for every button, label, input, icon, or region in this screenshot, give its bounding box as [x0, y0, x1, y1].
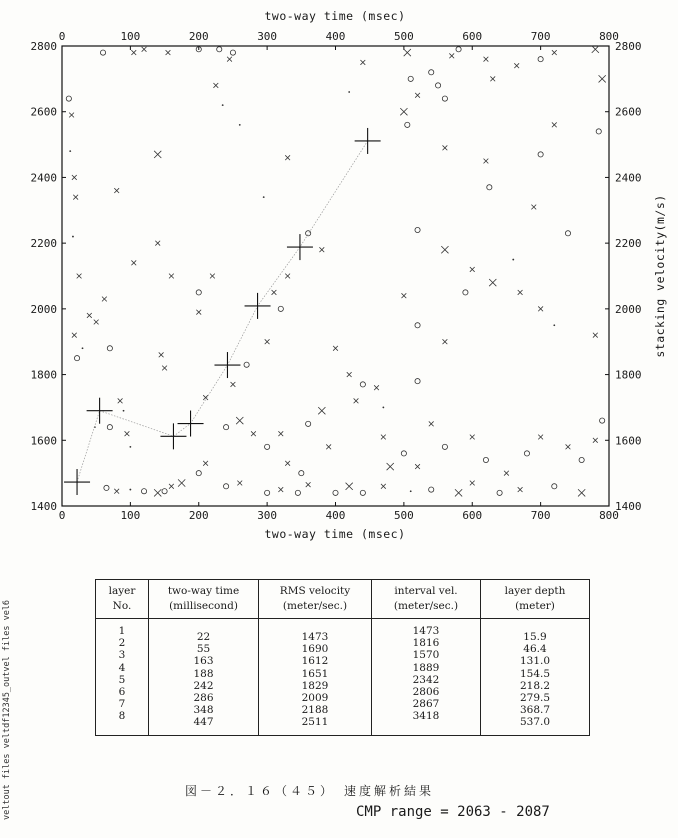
- header-interval-vel: interval vel. (meter/sec.): [372, 580, 481, 619]
- y-tick-label-left: 2000: [30, 302, 57, 316]
- semblance-cross-point: [490, 76, 495, 81]
- semblance-dot-point: [382, 407, 384, 409]
- layer-depth-value: 279.5: [519, 692, 551, 705]
- y-tick-label-right: 2800: [615, 40, 642, 53]
- semblance-circle-point: [360, 490, 365, 495]
- layer-no-value: 3: [118, 649, 126, 662]
- semblance-cross-point: [387, 463, 394, 470]
- layer-depth-value: 46.4: [523, 643, 547, 656]
- semblance-cross-point: [484, 159, 489, 164]
- semblance-dot-point: [123, 410, 125, 412]
- x-tick-label-bottom: 700: [530, 509, 551, 522]
- semblance-cross-point: [470, 267, 475, 272]
- rms-velocity-list: [261, 625, 369, 729]
- x-tick-label-top: 400: [325, 30, 346, 43]
- semblance-dot-point: [129, 489, 131, 491]
- header-layer-depth: layer depth (meter): [481, 580, 590, 619]
- semblance-circle-point: [299, 471, 304, 476]
- velocity-pick-cross: [178, 411, 204, 437]
- y-tick-label-left: 1600: [30, 434, 57, 448]
- semblance-cross-point: [178, 479, 185, 486]
- semblance-circle-point: [104, 485, 109, 490]
- x-tick-label-top: 100: [120, 30, 141, 43]
- interval-vel-value: 1473: [412, 625, 440, 637]
- header-layer-no: layer No.: [96, 580, 149, 619]
- semblance-cross-point: [210, 274, 215, 279]
- figure-caption: 図－２．１６（４５） 速度解析結果: [185, 784, 435, 798]
- layer-depth-list: [483, 625, 587, 729]
- two-way-time-value: 348: [193, 704, 214, 717]
- semblance-cross-point: [552, 50, 557, 55]
- x-tick-label-top: 0: [58, 30, 66, 43]
- semblance-circle-point: [265, 444, 270, 449]
- semblance-cross-point: [531, 205, 536, 210]
- layer-no-value: 8: [118, 710, 126, 723]
- layer-no-cell: [96, 619, 149, 736]
- semblance-circle-point: [196, 290, 201, 295]
- two-way-time-value: 447: [193, 716, 214, 729]
- velocity-pick-cross: [160, 423, 186, 449]
- semblance-cross-point: [518, 487, 523, 492]
- semblance-circle-point: [497, 490, 502, 495]
- semblance-cross-point: [449, 53, 454, 58]
- semblance-circle-point: [483, 457, 488, 462]
- layer-depth-value: 368.7: [519, 704, 551, 717]
- semblance-cross-point: [169, 484, 174, 489]
- rms-velocity-value: 2188: [301, 704, 329, 717]
- semblance-cross-point: [381, 435, 386, 440]
- semblance-cross-point: [77, 274, 82, 279]
- y-tick-label-left: 2800: [30, 40, 57, 53]
- y-tick-label-left: 1800: [30, 368, 57, 382]
- semblance-dot-point: [72, 236, 74, 238]
- semblance-cross-point: [306, 482, 311, 487]
- semblance-cross-point: [566, 444, 571, 449]
- semblance-circle-point: [360, 382, 365, 387]
- semblance-cross-point: [125, 431, 130, 436]
- velocity-picks: [64, 128, 381, 495]
- semblance-cross-point: [73, 195, 78, 200]
- layer-no-value: 5: [118, 673, 126, 686]
- two-way-time-value: 55: [196, 643, 211, 656]
- x-tick-label-bottom: 100: [120, 509, 141, 522]
- velocity-pick-cross: [355, 128, 381, 154]
- semblance-dot-point: [553, 324, 555, 326]
- rms-velocity-value: 1612: [301, 655, 329, 668]
- velocity-pick-cross: [87, 398, 113, 424]
- semblance-cross-point: [443, 145, 448, 150]
- layer-depth-value: 218.2: [519, 679, 551, 692]
- semblance-circle-point: [196, 471, 201, 476]
- semblance-cross-point: [326, 444, 331, 449]
- semblance-cross-point: [599, 75, 606, 82]
- semblance-circle-point: [278, 306, 283, 311]
- y-tick-label-left: 1400: [30, 500, 57, 513]
- semblance-cross-point: [155, 241, 160, 246]
- y-tick-label-right: 2200: [615, 237, 642, 251]
- semblance-cross-point: [154, 151, 161, 158]
- layer-no-list: [98, 625, 146, 723]
- semblance-circle-point: [295, 490, 300, 495]
- semblance-circle-point: [524, 451, 529, 456]
- semblance-circle-point: [415, 379, 420, 384]
- semblance-cross-point: [94, 320, 99, 325]
- interval-vel-cell: [372, 619, 481, 736]
- two-way-time-value: 286: [193, 692, 214, 705]
- semblance-cross-point: [131, 50, 136, 55]
- semblance-dot-point: [263, 196, 265, 198]
- layer-no-value: 4: [118, 661, 126, 674]
- interval-vel-value: 2342: [412, 673, 440, 686]
- semblance-circle-point: [162, 489, 167, 494]
- file-path-note: veltout files veltdf12345_outvel files vel6: [2, 599, 12, 820]
- semblance-circle-point: [306, 231, 311, 236]
- x-tick-label-bottom: 400: [325, 509, 346, 522]
- semblance-cross-point: [203, 461, 208, 466]
- semblance-cross-point: [360, 60, 365, 65]
- semblance-circle-point: [224, 425, 229, 430]
- semblance-circle-point: [415, 323, 420, 328]
- semblance-circle-point: [306, 421, 311, 426]
- semblance-circle-point: [107, 346, 112, 351]
- semblance-cross-point: [213, 83, 218, 88]
- semblance-cross-point: [514, 63, 519, 68]
- velocity-pick-cross: [287, 234, 313, 260]
- semblance-cross-point: [518, 290, 523, 295]
- cmp-range: CMP range = 2063 - 2087: [356, 804, 550, 820]
- rms-velocity-value: 1690: [301, 643, 329, 656]
- semblance-cross-point: [114, 489, 119, 494]
- x-tick-label-top: 300: [257, 30, 278, 43]
- interval-vel-list: [374, 625, 478, 723]
- y-tick-label-right: 1600: [615, 434, 642, 448]
- two-way-time-value: 22: [196, 631, 211, 643]
- layer-depth-value: 15.9: [523, 631, 547, 643]
- y-tick-label-right: 1400: [615, 500, 642, 513]
- velocity-pick-cross: [245, 293, 271, 319]
- two-way-time-value: 188: [193, 667, 214, 680]
- results-table-container: [95, 579, 589, 736]
- semblance-cross-point: [470, 481, 475, 486]
- semblance-cross-point: [400, 108, 407, 115]
- rms-velocity-value: 1829: [301, 679, 329, 692]
- velocity-results-table: [95, 579, 590, 736]
- semblance-circle-point: [429, 487, 434, 492]
- semblance-cross-point: [278, 431, 283, 436]
- interval-vel-value: 1816: [412, 637, 440, 650]
- semblance-circle-point: [244, 362, 249, 367]
- table-row: [96, 619, 590, 736]
- semblance-circle-point: [265, 490, 270, 495]
- semblance-dot-point: [69, 150, 71, 152]
- semblance-cross-point: [118, 398, 123, 403]
- x-tick-label-bottom: 500: [393, 509, 414, 522]
- semblance-cross-point: [265, 339, 270, 344]
- semblance-circle-point: [66, 96, 71, 101]
- semblance-dot-point: [348, 91, 350, 93]
- semblance-circle-point: [456, 47, 461, 52]
- two-way-time-value: 163: [193, 655, 214, 668]
- semblance-circle-point: [405, 122, 410, 127]
- header-rms-velocity: RMS velocity (meter/sec.): [259, 580, 372, 619]
- semblance-circle-point: [415, 227, 420, 232]
- x-tick-label-bottom: 200: [188, 509, 209, 522]
- x-tick-label-top: 500: [393, 30, 414, 43]
- x-tick-label-bottom: 800: [599, 509, 619, 522]
- semblance-circle-point: [596, 129, 601, 134]
- y-axis-title-right: stacking velocity(m/s): [653, 194, 667, 358]
- semblance-cross-point: [69, 113, 74, 118]
- semblance-cross-point: [196, 310, 201, 315]
- semblance-cross-point: [114, 188, 119, 193]
- semblance-cross-point: [374, 385, 379, 390]
- x-tick-label-top: 200: [188, 30, 209, 43]
- layer-no-value: 7: [118, 698, 126, 711]
- y-tick-label-left: 2400: [30, 171, 57, 185]
- semblance-cross-point: [154, 489, 161, 496]
- velocity-pick-cross: [64, 469, 90, 495]
- semblance-cross-point: [237, 481, 242, 486]
- semblance-cross-point: [415, 93, 420, 98]
- semblance-cross-point: [593, 438, 598, 443]
- semblance-cross-point: [381, 484, 386, 489]
- y-tick-label-right: 2000: [615, 302, 642, 316]
- layer-no-value: 6: [118, 686, 126, 699]
- semblance-dot-point: [129, 446, 131, 448]
- layer-depth-value: 537.0: [519, 716, 551, 729]
- semblance-cross-point: [87, 313, 92, 318]
- semblance-circle-point: [401, 451, 406, 456]
- semblance-cross-point: [72, 175, 77, 180]
- semblance-cross-point: [455, 489, 462, 496]
- semblance-circle-point: [579, 457, 584, 462]
- semblance-cross-point: [538, 435, 543, 440]
- semblance-circle-point: [100, 50, 105, 55]
- semblance-cross-point: [401, 293, 406, 298]
- semblance-cross-point: [415, 464, 420, 469]
- semblance-cross-point: [404, 49, 411, 56]
- semblance-cross-point: [443, 339, 448, 344]
- layer-depth-value: 131.0: [519, 655, 551, 668]
- rms-velocity-value: 2009: [301, 692, 329, 705]
- semblance-circle-point: [552, 484, 557, 489]
- x-axis-title-top: two-way time (msec): [264, 9, 406, 23]
- semblance-dot-point: [512, 259, 514, 261]
- semblance-circle-point: [230, 50, 235, 55]
- interval-vel-value: 3418: [412, 710, 440, 723]
- semblance-cross-point: [278, 487, 283, 492]
- semblance-cross-point: [285, 274, 290, 279]
- table-header-row: [96, 580, 590, 619]
- plot-frame: [62, 46, 609, 506]
- velocity-function-line: [77, 141, 368, 482]
- semblance-dot-point: [222, 104, 224, 106]
- interval-vel-value: 2806: [412, 686, 440, 699]
- semblance-cross-point: [489, 279, 496, 286]
- interval-vel-value: 2867: [412, 698, 440, 711]
- semblance-cross-point: [538, 306, 543, 311]
- semblance-cross-point: [251, 431, 256, 436]
- semblance-cross-point: [552, 122, 557, 127]
- x-tick-label-bottom: 600: [462, 509, 483, 522]
- two-way-time-value: 242: [193, 679, 214, 692]
- semblance-circle-point: [107, 425, 112, 430]
- semblance-cross-point: [347, 372, 352, 377]
- semblance-circle-point: [333, 490, 338, 495]
- semblance-circle-point: [141, 489, 146, 494]
- semblance-circle-point: [442, 444, 447, 449]
- x-tick-label-bottom: 300: [257, 509, 278, 522]
- semblance-circle-point: [429, 70, 434, 75]
- semblance-cross-point: [102, 297, 107, 302]
- semblance-cross-point: [470, 435, 475, 440]
- semblance-dot-point: [82, 347, 84, 349]
- semblance-circle-point: [435, 83, 440, 88]
- semblance-cross-point: [227, 57, 232, 62]
- layer-no-value: 1: [118, 625, 126, 637]
- x-tick-label-top: 800: [599, 30, 619, 43]
- semblance-cross-point: [72, 333, 77, 338]
- semblance-cross-point: [346, 483, 353, 490]
- two-way-time-cell: [149, 619, 259, 736]
- semblance-cross-point: [429, 421, 434, 426]
- semblance-circle-point: [74, 356, 79, 361]
- background-points: [66, 46, 606, 497]
- semblance-circle-point: [565, 231, 570, 236]
- x-axis-title-bottom: two-way time (msec): [264, 527, 406, 541]
- semblance-circle-point: [408, 76, 413, 81]
- x-tick-label-bottom: 0: [58, 509, 66, 522]
- semblance-cross-point: [318, 407, 325, 414]
- semblance-cross-point: [131, 260, 136, 265]
- semblance-cross-point: [504, 471, 509, 476]
- semblance-circle-point: [442, 96, 447, 101]
- rms-velocity-value: 1651: [301, 667, 329, 680]
- velocity-pick-cross: [214, 352, 240, 378]
- interval-vel-value: 1889: [412, 661, 440, 674]
- x-tick-label-top: 700: [530, 30, 551, 43]
- y-tick-label-right: 1800: [615, 368, 642, 382]
- semblance-cross-point: [592, 46, 599, 53]
- semblance-circle-point: [538, 152, 543, 157]
- two-way-time-list: [151, 625, 256, 729]
- header-two-way-time: two-way time (millisecond): [149, 580, 259, 619]
- semblance-cross-point: [285, 155, 290, 160]
- semblance-cross-point: [285, 461, 290, 466]
- rms-velocity-cell: [259, 619, 372, 736]
- semblance-cross-point: [354, 398, 359, 403]
- semblance-cross-point: [484, 57, 489, 62]
- semblance-circle-point: [463, 290, 468, 295]
- semblance-cross-point: [166, 50, 171, 55]
- semblance-cross-point: [441, 246, 448, 253]
- layer-no-value: 2: [118, 637, 126, 650]
- y-tick-label-right: 2600: [615, 105, 642, 119]
- rms-velocity-value: 1473: [301, 631, 329, 643]
- semblance-cross-point: [142, 47, 147, 52]
- semblance-cross-point: [333, 346, 338, 351]
- interval-vel-value: 1570: [412, 649, 440, 662]
- semblance-dot-point: [410, 490, 412, 492]
- layer-depth-value: 154.5: [519, 667, 551, 680]
- semblance-cross-point: [162, 366, 167, 371]
- semblance-cross-point: [236, 417, 243, 424]
- semblance-dot-point: [239, 124, 241, 126]
- rms-velocity-value: 2511: [301, 716, 329, 729]
- y-tick-label-left: 2200: [30, 237, 57, 251]
- semblance-circle-point: [224, 484, 229, 489]
- semblance-cross-point: [169, 274, 174, 279]
- semblance-circle-point: [538, 57, 543, 62]
- semblance-cross-point: [231, 382, 236, 387]
- y-tick-label-left: 2600: [30, 105, 57, 119]
- y-tick-label-right: 2400: [615, 171, 642, 185]
- semblance-circle-point: [600, 418, 605, 423]
- semblance-cross-point: [578, 489, 585, 496]
- semblance-cross-point: [593, 333, 598, 338]
- x-tick-label-top: 600: [462, 30, 483, 43]
- layer-depth-cell: [481, 619, 590, 736]
- axis-ticks: [31, 30, 642, 522]
- semblance-cross-point: [319, 247, 324, 252]
- semblance-circle-point: [487, 185, 492, 190]
- semblance-circle-point: [217, 47, 222, 52]
- semblance-cross-point: [159, 352, 164, 357]
- semblance-cross-point: [272, 290, 277, 295]
